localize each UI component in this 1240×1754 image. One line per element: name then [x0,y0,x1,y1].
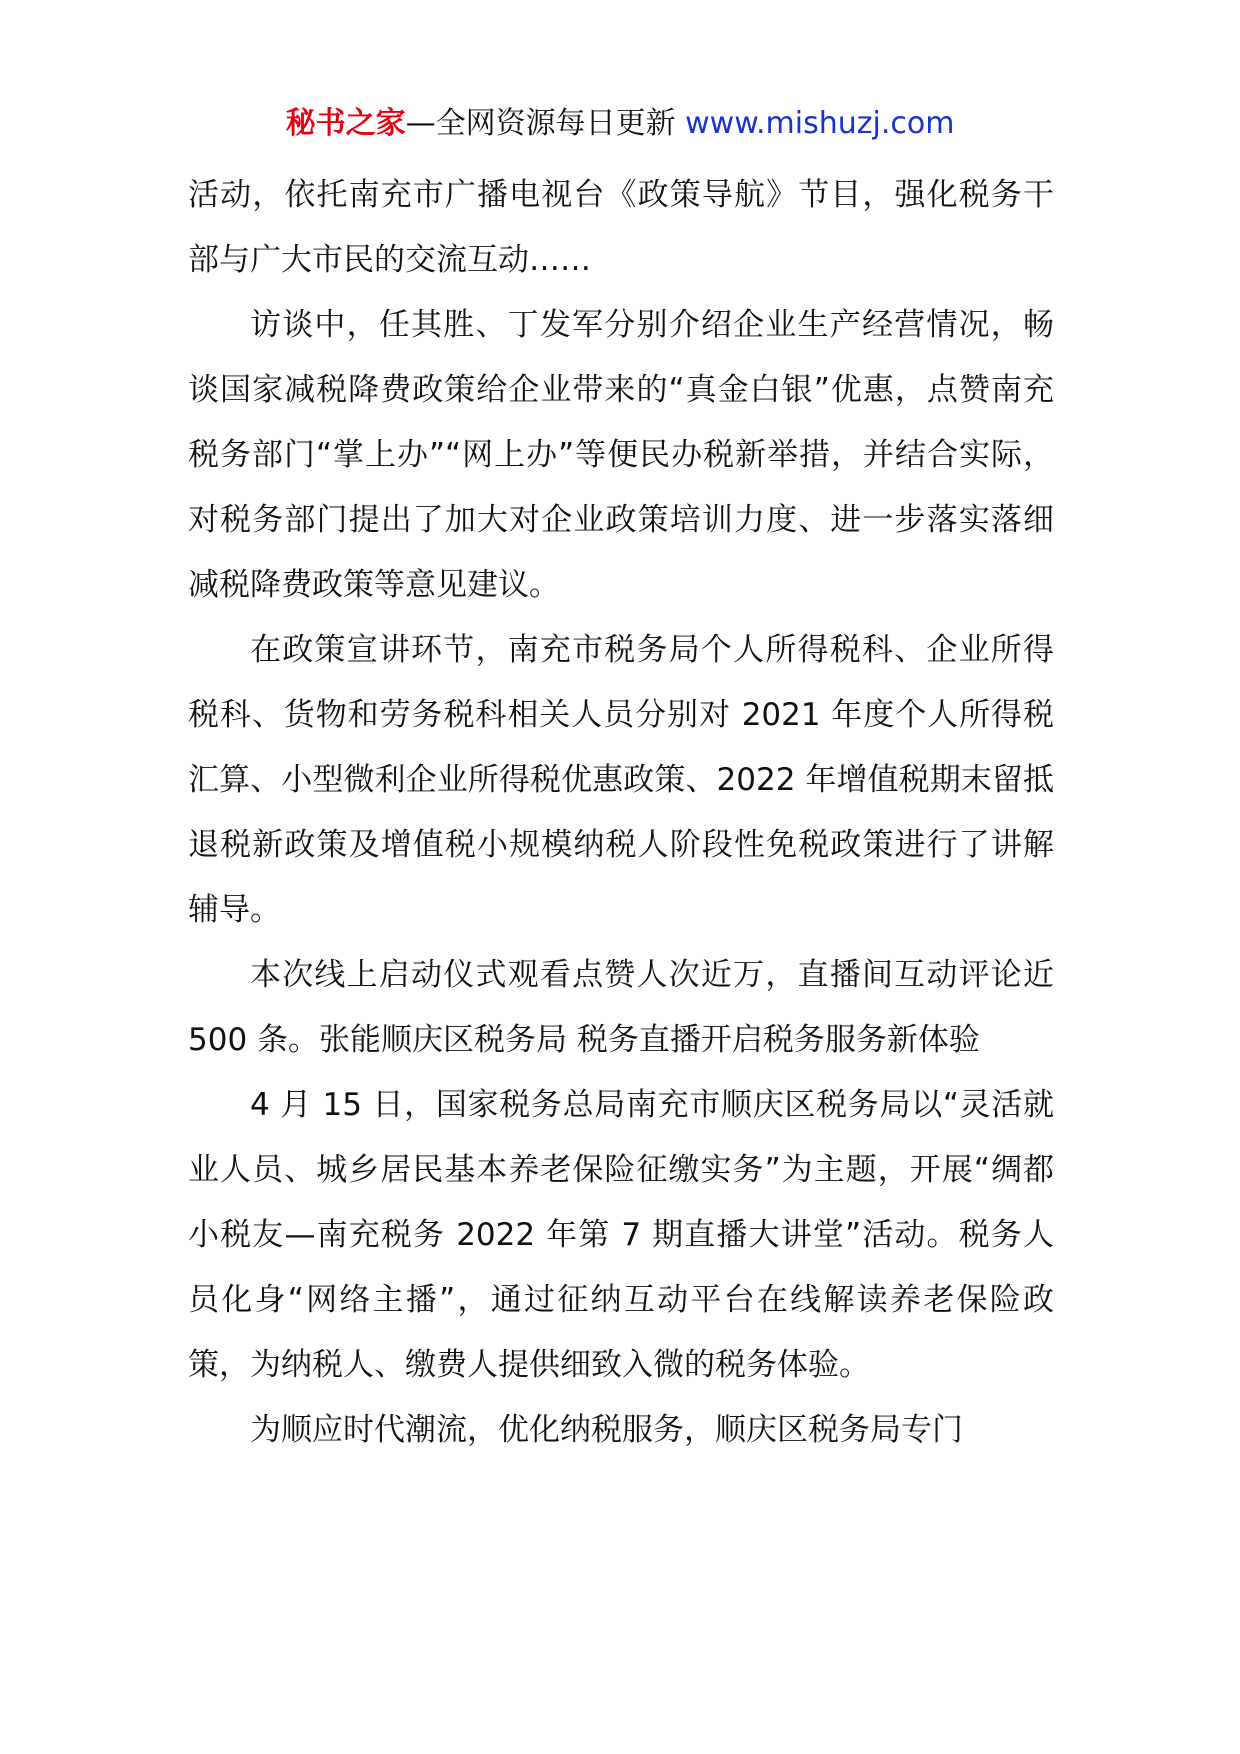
paragraph-continued: 活动，依托南充市广播电视台《政策导航》节目，强化税务干部与广大市民的交流互动…… [188,177,1054,278]
paragraph: 4 月 15 日，国家税务总局南充市顺庆区税务局以“灵活就业人员、城乡居民基本养老保险征缴实务”为主题，开展“绸都小税友—南充税务 2022 年第 7 期直播大讲堂”活动。税务人员化身“网络主播”，通过征纳互动平台在线解读养老保险政策，为纳税人、缴费人提供细致入微的税务体验。 [188,1087,1054,1383]
paragraph: 访谈中，任其胜、丁发军分别介绍企业生产经营情况，畅谈国家减税降费政策给企业带来的“真金白银”优惠，点赞南充税务部门“掌上办”“网上办”等便民办税新举措，并结合实际，对税务部门提出了加大对企业政策培训力度、进一步落实落细减税降费政策等意见建议。 [188,307,1054,603]
brand-name: 秘书之家 [285,106,406,141]
paragraph: 本次线上启动仪式观看点赞人次近万，直播间互动评论近 500 条。张能顺庆区税务局 税务直播开启税务服务新体验 [188,957,1054,1058]
header-tagline: —全网资源每日更新 [405,106,686,141]
document-body [188,163,1054,1463]
paragraph: 为顺应时代潮流，优化纳税服务，顺庆区税务局专门 [250,1412,963,1448]
paragraph: 在政策宣讲环节，南充市税务局个人所得税科、企业所得税科、货物和劳务税科相关人员分别对 2021 年度个人所得税汇算、小型微利企业所得税优惠政策、2022 年增值税期末留抵退税新政策及增值税小规模纳税人阶段性免税政策进行了讲解辅导。 [188,632,1054,928]
site-url-link[interactable]: www.mishuzj.com [685,106,955,141]
site-header [0,100,1240,148]
